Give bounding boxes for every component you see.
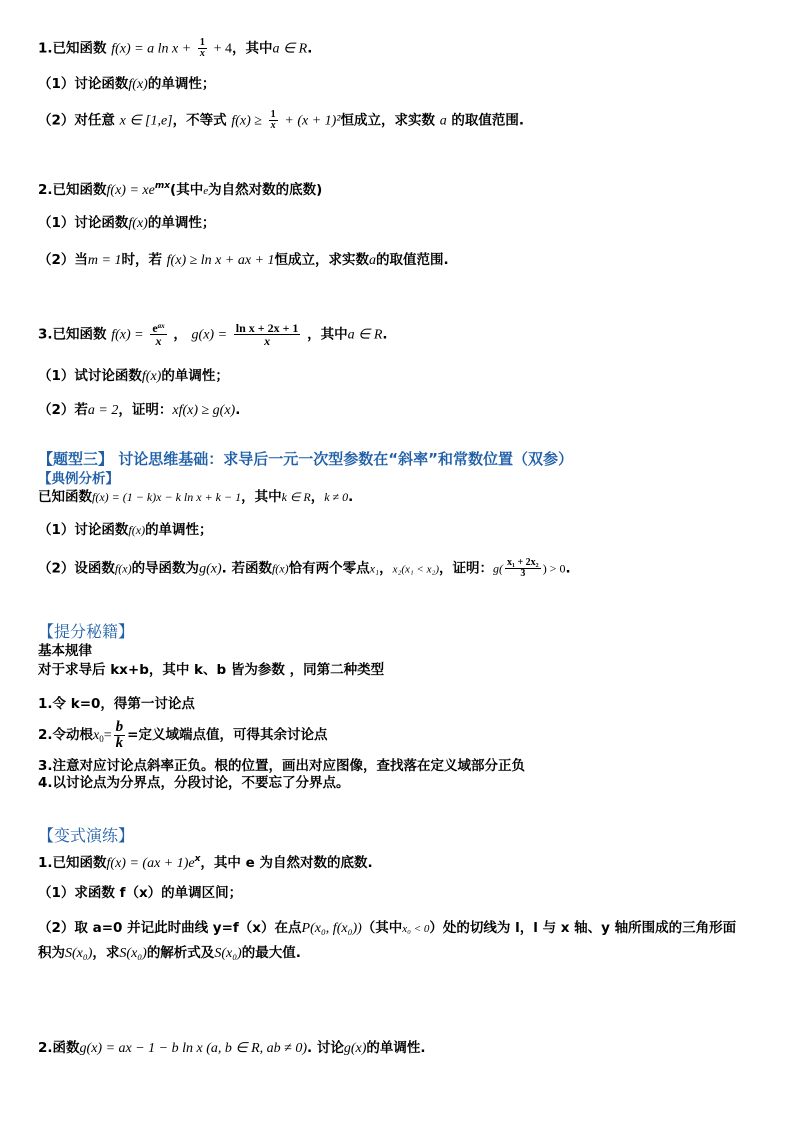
fraction — [150, 322, 166, 347]
math: g(x) = — [191, 327, 228, 343]
text: ，其中 e 为自然对数的底数. — [200, 855, 373, 871]
text: ，其中 — [241, 489, 282, 505]
math: + (x + 1)² — [284, 113, 341, 129]
text: 的单调性； — [147, 76, 216, 92]
math: f(x) = a ln x + — [111, 41, 192, 57]
math: k ∈ R — [281, 490, 311, 504]
practice-1-q2-line1 — [38, 918, 736, 939]
text: （2）取 a=0 并记此时曲线 y=f（x）在点 — [38, 920, 302, 936]
math: f(x) = (1 − k)x − k ln x + k − 1 — [92, 490, 242, 504]
math: x ∈ [1,e] — [119, 113, 173, 129]
math: + 4 — [213, 41, 232, 57]
text: . 若函数 — [221, 560, 272, 577]
math: a — [439, 113, 447, 129]
text: （2）若 — [38, 402, 88, 418]
math: P(x₀, f(x₀)) — [301, 921, 362, 936]
tips-step-3: 3.注意对应讨论点斜率正负。根的位置，画出对应图像，查找落在定义域部分正负 — [38, 758, 526, 774]
text: 恒成立，求实数 — [274, 252, 369, 268]
math: x₂(x₁ < x₂) — [392, 563, 439, 576]
text: 的解析式及 — [146, 945, 215, 961]
numerator: 1 — [270, 109, 276, 120]
numerator: ln x + 2x + 1 — [235, 321, 299, 335]
practice-1-statement — [38, 849, 373, 874]
math: S(x₀) — [119, 946, 147, 961]
math: f(x) — [128, 523, 146, 537]
denominator: x — [199, 48, 205, 59]
text: 2.已知函数 — [38, 182, 107, 198]
fraction — [234, 322, 301, 347]
math: f(x) ≥ ln x + ax + 1 — [166, 253, 275, 268]
text: ，求 — [92, 945, 120, 961]
problem-1-statement — [38, 38, 312, 60]
text: . — [307, 40, 313, 57]
text: 的导函数为 — [131, 560, 200, 577]
text: 的最大值. — [241, 945, 301, 961]
text: ，证明： — [438, 560, 493, 577]
math: g(x) — [343, 1041, 367, 1056]
math: a ∈ R — [272, 41, 308, 57]
numerator: x₁ + 2x₂ — [506, 557, 539, 568]
math: k ≠ 0 — [324, 490, 349, 504]
text: （1）讨论函数 — [38, 76, 129, 92]
text: （1）试讨论函数 — [38, 368, 142, 384]
text: ， — [379, 560, 393, 577]
text: . — [235, 402, 241, 418]
denominator: x — [264, 334, 271, 348]
example-header: 【典例分析】 — [38, 471, 119, 487]
text: (其中 — [170, 182, 204, 198]
text: （2）设函数 — [38, 560, 115, 577]
tips-rule-title: 基本规律 — [38, 643, 92, 659]
math: ) > 0 — [542, 561, 566, 576]
practice-1-q2-line2 — [38, 943, 301, 964]
math: f(x) — [114, 561, 132, 576]
math: e — [152, 321, 158, 335]
tips-intro: 对于求导后 kx+b，其中 k、b 皆为参数 ，同第二种类型 — [38, 662, 385, 678]
math: m = 1 — [87, 253, 122, 268]
math: S(x₀) — [65, 946, 93, 961]
practice-header: 【变式演练】 — [38, 826, 135, 845]
text: 已知函数 — [38, 489, 92, 505]
math: = — [103, 728, 112, 743]
text: 的单调性； — [145, 522, 213, 538]
practice-2-statement — [38, 1038, 426, 1059]
text: 的单调性； — [147, 215, 216, 231]
problem-2-statement — [38, 176, 322, 201]
text: ，其中 — [307, 326, 348, 343]
text: ， — [173, 326, 187, 343]
denominator: x — [270, 120, 276, 131]
text: . — [565, 560, 571, 577]
text: ，其中 — [231, 40, 273, 57]
subscript: 0 — [99, 734, 104, 744]
denominator: x — [155, 334, 162, 348]
problem-3-q1 — [38, 366, 229, 387]
text: =定义域端点值，可得其余讨论点 — [127, 727, 328, 743]
math: g( — [492, 561, 503, 576]
text: 的单调性. — [366, 1040, 426, 1056]
math: f(x) ≥ — [231, 113, 262, 129]
section-title-type3: 【题型三】 讨论思维基础：求导后一元一次型参数在“斜率”和常数位置（双参） — [38, 450, 573, 468]
exponent: mx — [154, 181, 171, 191]
fraction — [198, 38, 207, 59]
text: 1.已知函数 — [38, 40, 107, 57]
text: ， — [310, 489, 325, 505]
tips-header: 【提分秘籍】 — [38, 622, 135, 641]
fraction — [114, 720, 126, 751]
math: f(x) = xe — [106, 183, 155, 198]
denominator: 3 — [520, 568, 526, 579]
text: ，证明： — [118, 402, 173, 418]
text: ）处的切线为 l，l 与 x 轴、y 轴所围成的三角形面 — [429, 920, 737, 936]
text: . 讨论 — [306, 1040, 344, 1056]
text: 的取值范围. — [376, 252, 449, 268]
math: a = 2 — [87, 403, 119, 418]
exponent: ax — [157, 322, 165, 330]
math: e — [203, 185, 209, 197]
text: （1）讨论函数 — [38, 215, 129, 231]
text: 1.已知函数 — [38, 855, 107, 871]
math: x — [93, 728, 100, 743]
math: x₀ < 0 — [402, 923, 430, 935]
example-q1 — [38, 520, 213, 540]
text: . — [382, 326, 388, 343]
text: 的单调性； — [161, 368, 229, 384]
math: f(x) = (ax + 1)e — [106, 856, 195, 871]
problem-1-q2 — [38, 110, 524, 132]
text: （2）对任意 — [38, 112, 115, 129]
numerator: b — [115, 718, 124, 735]
text: 积为 — [38, 945, 65, 961]
problem-2-q2 — [38, 250, 449, 271]
example-q2 — [38, 558, 571, 580]
math: xf(x) ≥ g(x) — [172, 403, 236, 418]
fraction — [269, 110, 278, 131]
math: g(x) — [199, 561, 222, 577]
text: 2.函数 — [38, 1040, 80, 1056]
math: f(x) — [128, 77, 148, 92]
math: g(x) = ax − 1 − b ln x (a, b ∈ R, ab ≠ 0) — [79, 1041, 307, 1056]
text: 为自然对数的底数) — [208, 182, 323, 198]
text: （其中 — [361, 920, 403, 936]
math: f(x) — [271, 561, 289, 576]
text: 的取值范围. — [451, 112, 525, 129]
math: S(x₀) — [214, 946, 242, 961]
example-statement — [38, 487, 353, 507]
math: f(x) — [141, 369, 162, 384]
tips-step-1: 1.令 k=0，得第一讨论点 — [38, 696, 195, 712]
problem-2-q1 — [38, 213, 215, 234]
problem-3-q2 — [38, 400, 240, 421]
text: （1）讨论函数 — [38, 522, 129, 538]
math: a ∈ R — [347, 327, 383, 343]
math: x₁ — [369, 561, 380, 576]
numerator: 1 — [199, 37, 205, 48]
text: 时，若 — [121, 252, 162, 268]
text: 2.令动根 — [38, 727, 94, 743]
math: f(x) — [128, 216, 148, 231]
exponent: x — [194, 854, 201, 864]
text: 恰有两个零点 — [288, 560, 370, 577]
tips-step-4: 4.以讨论点为分界点，分段讨论，不要忘了分界点。 — [38, 775, 350, 791]
tips-step-2 — [38, 717, 327, 757]
problem-1-q1 — [38, 74, 215, 95]
text: 恒成立，求实数 — [340, 112, 436, 129]
math: a — [369, 253, 376, 268]
practice-1-q1: （1）求函数 f（x）的单调区间； — [38, 885, 243, 901]
denominator: k — [115, 734, 124, 751]
math: f(x) = — [111, 327, 144, 343]
text: . — [348, 489, 354, 505]
text: ，不等式 — [172, 112, 227, 129]
fraction — [505, 558, 541, 579]
text: 3.已知函数 — [38, 326, 107, 343]
problem-3-statement — [38, 322, 388, 347]
text: （2）当 — [38, 252, 88, 268]
